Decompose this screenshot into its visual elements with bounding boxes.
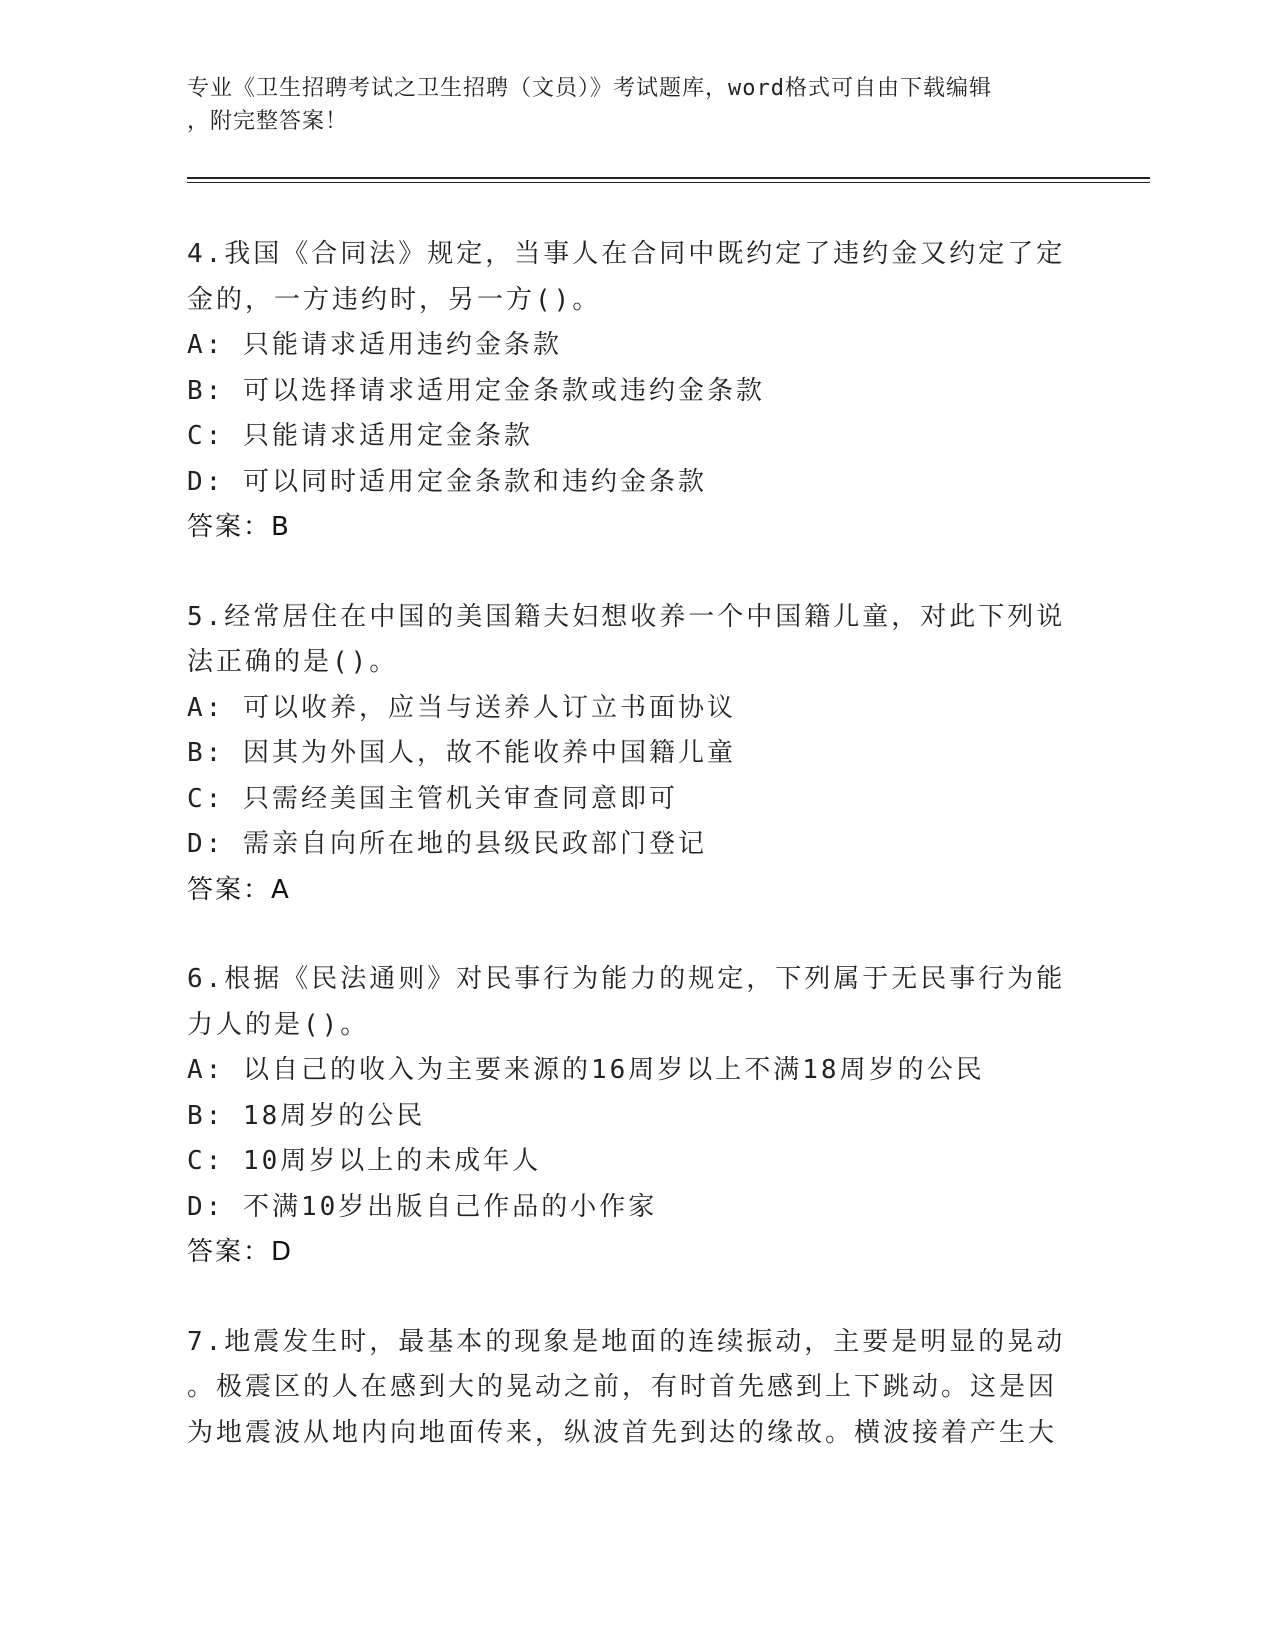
question-text-line: 7.地震发生时，最基本的现象是地面的连续振动，主要是明显的晃动 (187, 1326, 1066, 1357)
option-c: C: 只需经美国主管机关审查同意即可 (187, 783, 678, 814)
document-header (187, 72, 1067, 138)
question-text-line: 4.我国《合同法》规定，当事人在合同中既约定了违约金又约定了定 (187, 239, 1066, 269)
question-4 (187, 232, 1087, 551)
question-5 (187, 595, 1087, 914)
question-text-line: 。极震区的人在感到大的晃动之前，有时首先感到上下跳动。这是因 (187, 1372, 1058, 1402)
option-a: A: 只能请求适用违约金条款 (187, 330, 562, 360)
option-d: D: 不满10岁出版自己作品的小作家 (187, 1191, 658, 1222)
option-c: C: 只能请求适用定金条款 (187, 421, 533, 451)
question-text-line: 法正确的是()。 (187, 647, 399, 677)
option-d: D: 可以同时适用定金条款和违约金条款 (187, 466, 707, 497)
question-list (187, 232, 1087, 1500)
header-divider-thin (187, 182, 1150, 183)
question-7 (187, 1320, 1087, 1457)
option-b: B: 可以选择请求适用定金条款或违约金条款 (187, 375, 765, 406)
answer-label: 答案：B (187, 512, 291, 542)
answer-label: 答案：A (187, 874, 291, 905)
option-b: B: 因其为外国人，故不能收养中国籍儿童 (187, 738, 736, 768)
question-text-line: 金的，一方违约时，另一方()。 (187, 284, 602, 315)
question-text-line: 力人的是()。 (187, 1009, 370, 1040)
option-a: A: 可以收养，应当与送养人订立书面协议 (187, 692, 736, 723)
option-c: C: 10周岁以上的未成年人 (187, 1146, 542, 1176)
answer-label: 答案：D (187, 1237, 294, 1267)
question-text-line: 5.经常居住在中国的美国籍夫妇想收养一个中国籍儿童，对此下列说 (187, 601, 1066, 632)
option-b: B: 18周岁的公民 (187, 1100, 426, 1131)
question-text-line: 6.根据《民法通则》对民事行为能力的规定，下列属于无民事行为能 (187, 964, 1066, 994)
header-line-1: 专业《卫生招聘考试之卫生招聘（文员）》考试题库，word格式可自由下载编辑 (187, 76, 992, 101)
header-line-2: ，附完整答案！ (187, 109, 349, 134)
question-text-line: 为地震波从地内向地面传来，纵波首先到达的缘故。横波接着产生大 (187, 1417, 1058, 1448)
header-divider-thick (187, 177, 1150, 179)
question-6 (187, 957, 1087, 1276)
option-d: D: 需亲自向所在地的县级民政部门登记 (187, 829, 707, 859)
option-a: A: 以自己的收入为主要来源的16周岁以上不满18周岁的公民 (187, 1055, 985, 1085)
